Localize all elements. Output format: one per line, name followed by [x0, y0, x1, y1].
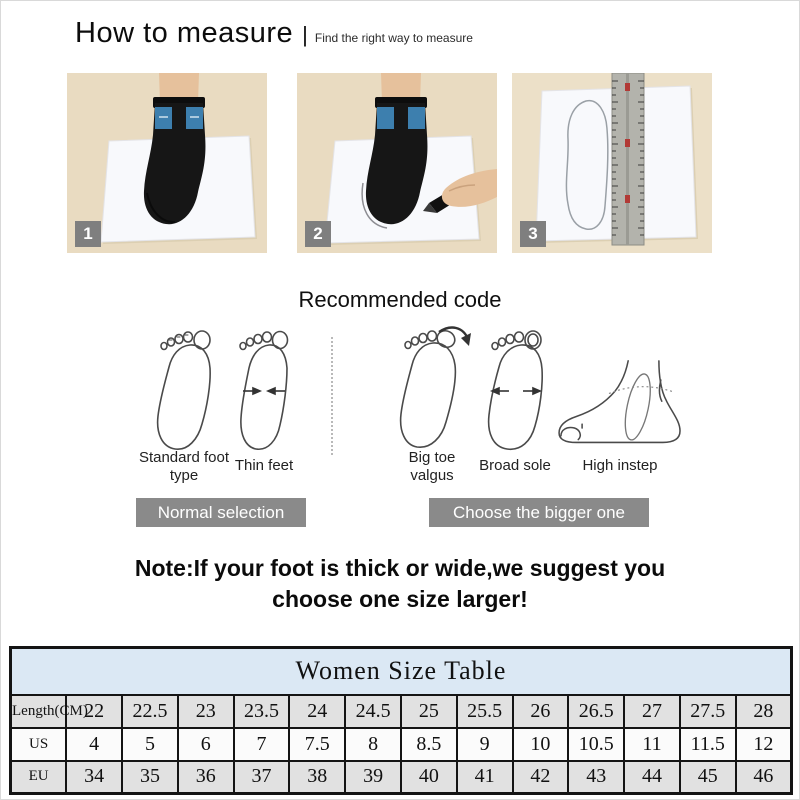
dotted-divider [331, 337, 333, 455]
page-subtitle: Find the right way to measure [314, 31, 473, 45]
step-photo-2 [297, 73, 497, 253]
foot-type-label: Thin feet [234, 457, 294, 474]
size-row-header: Length(CM) [11, 695, 67, 728]
step-photo-1 [67, 73, 267, 253]
size-table-title: Women Size Table [11, 648, 792, 695]
size-note-line1: Note:If your foot is thick or wide,we suggest you [134, 555, 666, 581]
normal-selection-banner: Normal selection [136, 498, 306, 527]
size-table-row [11, 695, 792, 728]
size-cell: 27.5 [680, 695, 736, 728]
high-instep-foot-icon [553, 357, 688, 453]
size-cell: 36 [178, 761, 234, 794]
size-cell: 43 [568, 761, 624, 794]
size-cell: 22.5 [122, 695, 178, 728]
size-cell: 10 [513, 728, 569, 761]
size-cell: 6 [178, 728, 234, 761]
size-note [1, 553, 799, 615]
size-cell: 7.5 [289, 728, 345, 761]
size-cell: 11 [624, 728, 680, 761]
big-toe-valgus-icon [391, 325, 475, 455]
title-separator: | [302, 22, 308, 47]
size-cell: 45 [680, 761, 736, 794]
size-table-title-row [11, 648, 792, 695]
size-table-body [11, 695, 792, 794]
women-size-table [9, 646, 793, 795]
foot-type-label: Big toe valgus [408, 449, 456, 484]
foot-type-label: High instep [582, 457, 658, 474]
recommended-code-heading: Recommended code [298, 287, 502, 312]
foot-type-diagrams [1, 323, 800, 501]
size-table-row [11, 728, 792, 761]
size-row-header: US [11, 728, 67, 761]
size-cell: 38 [289, 761, 345, 794]
size-cell: 46 [736, 761, 792, 794]
size-cell: 40 [401, 761, 457, 794]
size-table-row [11, 761, 792, 794]
size-cell: 8.5 [401, 728, 457, 761]
size-cell: 27 [624, 695, 680, 728]
size-cell: 9 [457, 728, 513, 761]
size-cell: 24.5 [345, 695, 401, 728]
size-cell: 23 [178, 695, 234, 728]
broad-sole-foot-icon [479, 329, 553, 455]
size-cell: 22 [66, 695, 122, 728]
size-cell: 10.5 [568, 728, 624, 761]
size-cell: 12 [736, 728, 792, 761]
size-cell: 42 [513, 761, 569, 794]
foot-type-label: Broad sole [479, 457, 551, 474]
size-cell: 39 [345, 761, 401, 794]
size-note-line2: choose one size larger! [272, 586, 528, 612]
standard-foot-icon [147, 329, 223, 455]
size-cell: 37 [234, 761, 290, 794]
size-cell: 25.5 [457, 695, 513, 728]
size-cell: 35 [122, 761, 178, 794]
size-row-header: EU [11, 761, 67, 794]
size-cell: 24 [289, 695, 345, 728]
size-cell: 34 [66, 761, 122, 794]
size-cell: 7 [234, 728, 290, 761]
size-cell: 23.5 [234, 695, 290, 728]
choose-bigger-one-banner: Choose the bigger one [429, 498, 649, 527]
step-number-badge: 2 [305, 221, 331, 247]
size-cell: 11.5 [680, 728, 736, 761]
step-number-badge: 3 [520, 221, 546, 247]
size-cell: 28 [736, 695, 792, 728]
size-cell: 44 [624, 761, 680, 794]
size-cell: 26.5 [568, 695, 624, 728]
size-cell: 25 [401, 695, 457, 728]
size-cell: 4 [66, 728, 122, 761]
step-number-badge: 1 [75, 221, 101, 247]
foot-type-label: Standard foot type [138, 449, 230, 484]
thin-foot-icon [229, 329, 299, 455]
size-cell: 41 [457, 761, 513, 794]
page-title: How to measure [75, 17, 294, 49]
size-cell: 26 [513, 695, 569, 728]
size-cell: 5 [122, 728, 178, 761]
page-header [75, 17, 473, 50]
step-photo-3 [512, 73, 712, 253]
size-cell: 8 [345, 728, 401, 761]
